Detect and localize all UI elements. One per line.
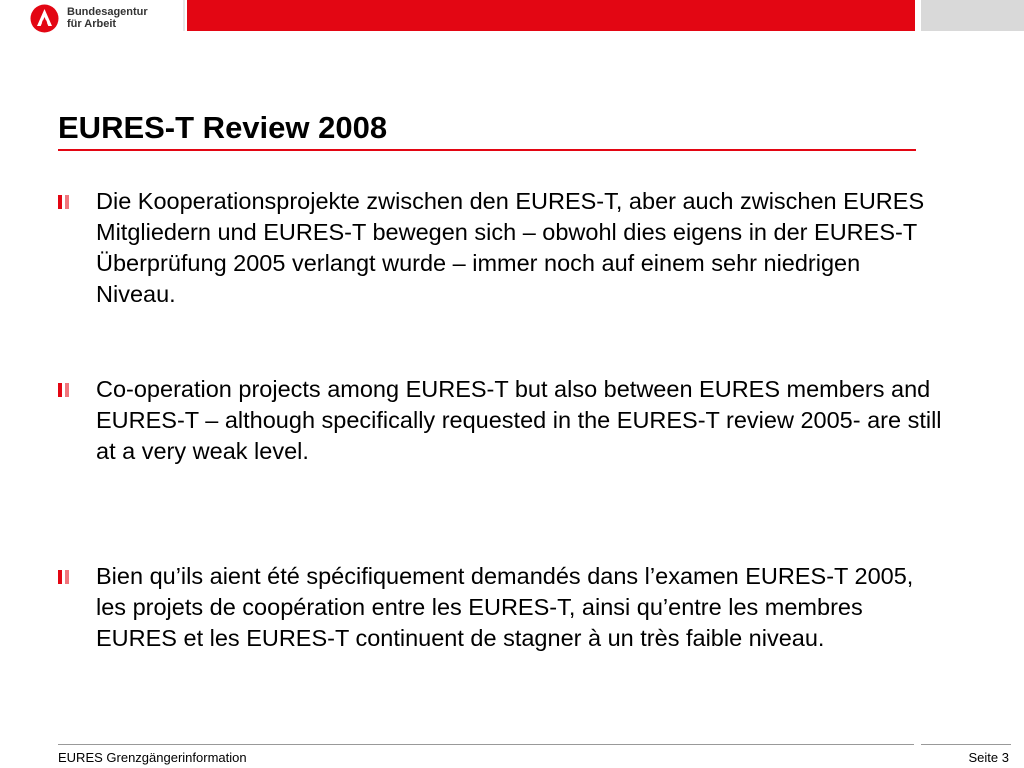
bullet-marker-icon — [58, 570, 70, 584]
agency-name-line1: Bundesagentur — [67, 6, 148, 18]
bullet-text-english: Co-operation projects among EURES-T but also between EURES members and EURES-T – although specifically requested in the EURES-T review 2005- are still at a very weak level. — [96, 376, 942, 464]
bullet-item-german — [58, 186, 946, 310]
agency-name-line2: für Arbeit — [67, 18, 117, 30]
bullet-marker-icon — [58, 383, 70, 397]
page-number: Seite 3 — [968, 750, 1009, 765]
bullet-text-french: Bien qu’ils aient été spécifiquement demandés dans l’examen EURES-T 2005, les projets de coopération entre les EURES-T, ainsi qu’entre les membres EURES et les EURES-T continuent de stagner à un très faible niveau. — [96, 563, 914, 651]
agency-logo — [30, 4, 170, 34]
agency-logo-icon — [30, 4, 59, 33]
title-underline — [58, 149, 916, 151]
footer-rule — [58, 744, 914, 745]
footer-rule-right — [921, 744, 1011, 745]
agency-name — [67, 6, 148, 30]
header-divider — [183, 0, 185, 31]
bullet-item-english — [58, 374, 946, 467]
bullet-text-german: Die Kooperationsprojekte zwischen den EURES-T, aber auch zwischen EURES Mitgliedern und EURES-T bewegen sich – obwohl dies eigens in der EURES-T Überprüfung 2005 verlangt wurde – immer noch auf einem sehr niedrigen Niveau. — [96, 188, 925, 307]
header-red-bar — [187, 0, 915, 31]
slide-title: EURES-T Review 2008 — [58, 110, 388, 145]
bullet-item-french — [58, 561, 946, 654]
header-gray-bar — [921, 0, 1024, 31]
bullet-marker-icon — [58, 195, 70, 209]
footer-title: EURES Grenzgängerinformation — [58, 750, 247, 765]
